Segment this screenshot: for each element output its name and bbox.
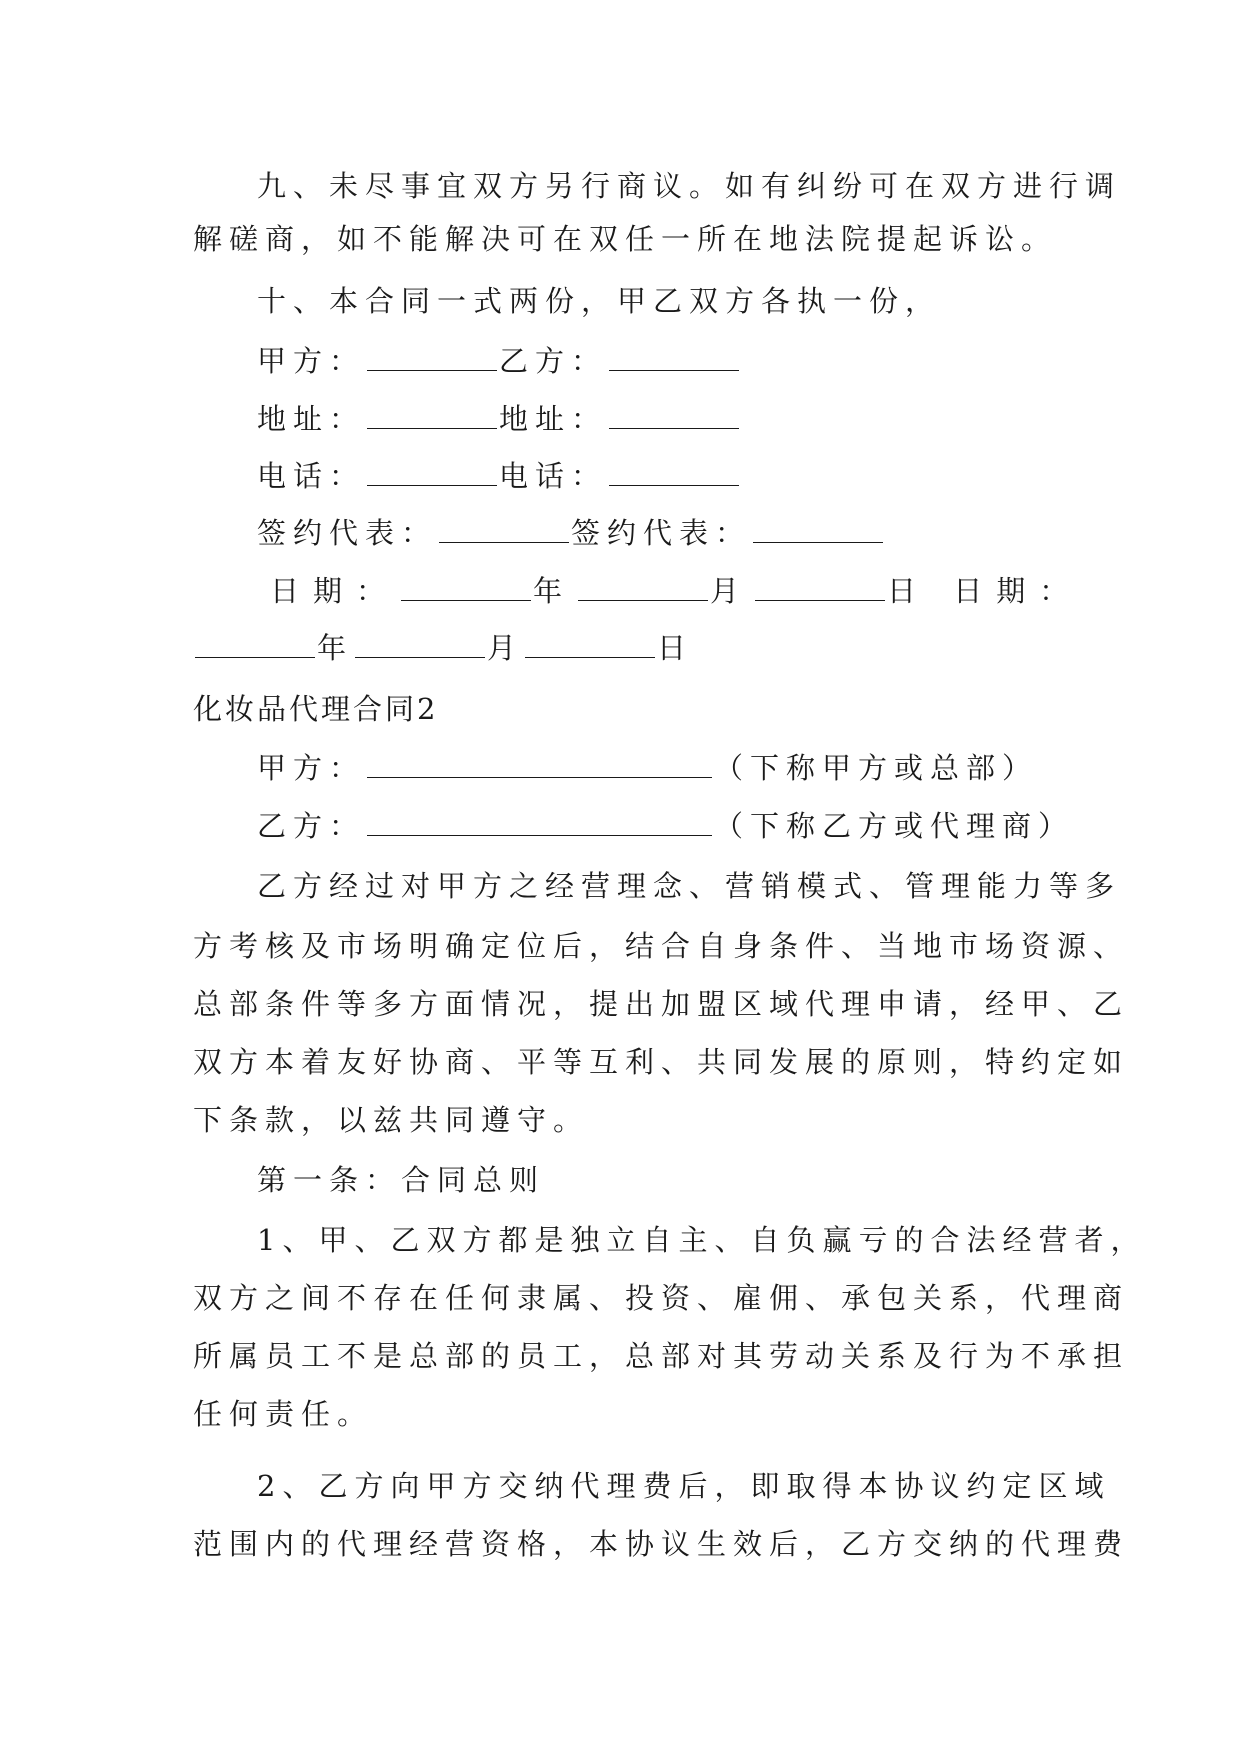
- signature-date-b-row: [193, 630, 693, 666]
- rep-a-blank: [439, 516, 569, 543]
- party-a-row: [257, 750, 1038, 786]
- signature-address-row: [257, 401, 741, 437]
- phone-b-label: 电话：: [499, 459, 608, 493]
- article1-title: 第一条：合同总则: [257, 1163, 546, 1197]
- clause9-line1: 九、未尽事宜双方另行商议。如有纠纷可在双方进行调: [257, 169, 1122, 203]
- address-a-blank: [367, 402, 497, 429]
- clause10: 十、本合同一式两份，甲乙双方各执一份，: [257, 284, 942, 318]
- intro-line: 总部条件等多方面情况，提出加盟区域代理申请，经甲、乙: [193, 987, 1130, 1021]
- item1-line: 1、甲、乙双方都是独立自主、自负赢亏的合法经营者，: [257, 1223, 1147, 1257]
- phone-a-blank: [367, 459, 497, 486]
- phone-a-label: 电话：: [257, 459, 366, 493]
- rep-a-label: 签约代表：: [257, 516, 438, 550]
- intro-line: 乙方经过对甲方之经营理念、营销模式、管理能力等多: [257, 869, 1122, 903]
- rep-b-label: 签约代表：: [571, 516, 752, 550]
- date-b-label: 日期：: [953, 574, 1083, 608]
- party-b-blank: [367, 809, 712, 836]
- item1-line: 任何责任。: [193, 1397, 374, 1431]
- intro-line: 方考核及市场明确定位后，结合自身条件、当地市场资源、: [193, 929, 1130, 963]
- date-b-day-blank: [525, 631, 655, 658]
- item1-line: 双方之间不存在任何隶属、投资、雇佣、承包关系，代理商: [193, 1281, 1130, 1315]
- signature-date-row: [270, 573, 1082, 609]
- rep-b-blank: [753, 516, 883, 543]
- section-title: 化妆品代理合同2: [193, 692, 439, 726]
- sign-party-a-label: 甲方：: [257, 344, 366, 378]
- party-a-note: （下称甲方或总部）: [714, 751, 1039, 785]
- date-b-month: 月: [487, 631, 524, 665]
- date-a-day-blank: [755, 574, 885, 601]
- sign-party-b-label: 乙方：: [499, 344, 608, 378]
- intro-line: 双方本着友好协商、平等互利、共同发展的原则，特约定如: [193, 1045, 1130, 1079]
- address-a-label: 地址：: [257, 402, 366, 436]
- item2-line: 范围内的代理经营资格，本协议生效后，乙方交纳的代理费: [193, 1527, 1130, 1561]
- date-a-label: 日期：: [270, 574, 400, 608]
- phone-b-blank: [609, 459, 739, 486]
- address-b-blank: [609, 402, 739, 429]
- signature-rep-row: [257, 515, 885, 551]
- date-a-year-blank: [401, 574, 531, 601]
- date-a-month: 月: [710, 574, 754, 608]
- party-a-label: 甲方：: [257, 751, 366, 785]
- date-b-month-blank: [355, 631, 485, 658]
- date-b-year: 年: [317, 631, 354, 665]
- address-b-label: 地址：: [499, 402, 608, 436]
- date-a-month-blank: [578, 574, 708, 601]
- party-b-name-blank: [609, 344, 739, 371]
- signature-phone-row: [257, 458, 741, 494]
- signature-party-row: [257, 343, 741, 379]
- item2-line: 2、乙方向甲方交纳代理费后，即取得本协议约定区域: [257, 1469, 1111, 1503]
- date-a-day: 日: [887, 574, 931, 608]
- item1-line: 所属员工不是总部的员工，总部对其劳动关系及行为不承担: [193, 1339, 1130, 1373]
- date-b-day: 日: [657, 631, 694, 665]
- party-b-label: 乙方：: [257, 809, 366, 843]
- clause9-line2: 解磋商，如不能解决可在双任一所在地法院提起诉讼。: [193, 222, 1058, 256]
- date-b-year-blank: [195, 631, 315, 658]
- party-a-blank: [367, 751, 712, 778]
- party-b-note: （下称乙方或代理商）: [714, 809, 1075, 843]
- party-a-name-blank: [367, 344, 497, 371]
- party-b-row: [257, 808, 1074, 844]
- intro-line: 下条款，以兹共同遵守。: [193, 1103, 590, 1137]
- date-a-year: 年: [533, 574, 577, 608]
